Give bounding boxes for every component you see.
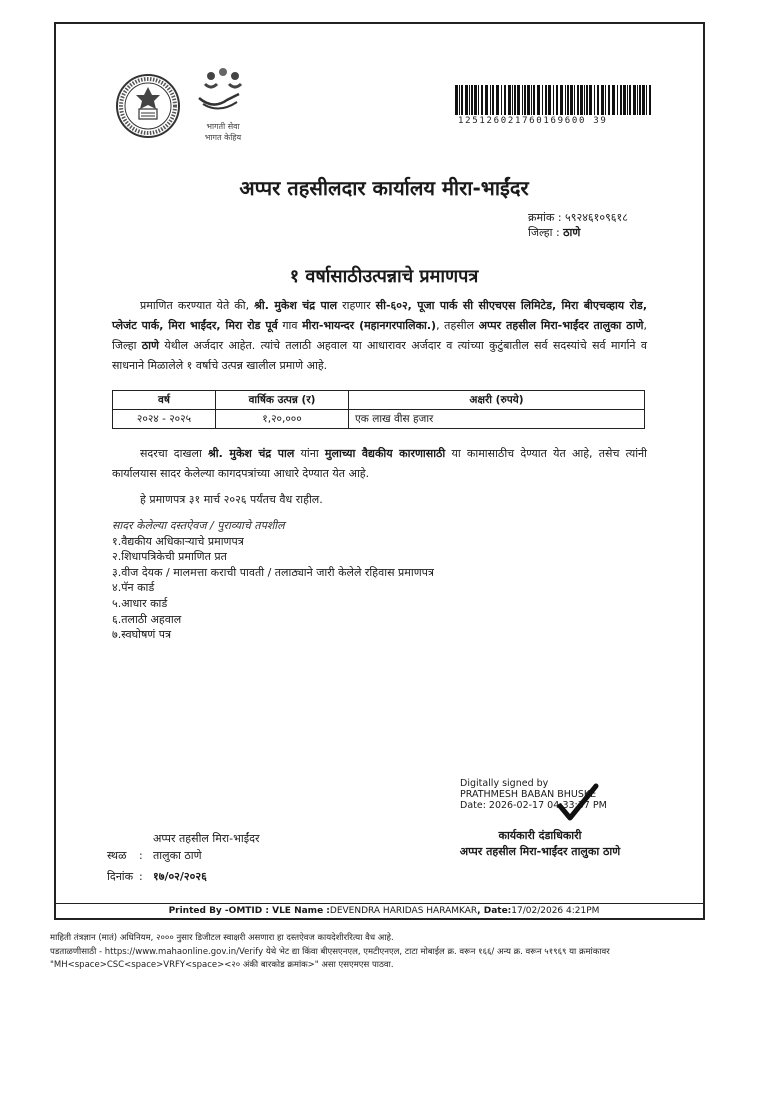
validity-text: हे प्रमाणपत्र ३१ मार्च २०२६ पर्यंतच वैध राहील.	[140, 493, 323, 506]
certificate-paragraph-2: सदरचा दाखला श्री. मुकेश चंद्र पाल यांना मुलाच्या वैद्यकीय कारणासाठी या कामासाठीच देण्यात येत आहे, तसेच त्यांनी कार्यालयास सादर केलेल्या कागदपत्रांच्या आधारे देण्यात येत आहे.	[112, 447, 648, 480]
table-header-income: वार्षिक उत्पन्न (र)	[216, 391, 349, 410]
maharashtra-seal-logo	[115, 73, 181, 139]
list-item: २.शिधापत्रिकेची प्रमाणित प्रत	[112, 550, 227, 564]
signature-check-icon	[556, 780, 600, 826]
barcode-number: 125126021760169600 39	[458, 116, 608, 126]
table-cell-income: १,२०,०००	[216, 410, 349, 429]
printed-divider	[54, 903, 705, 904]
list-item: १.वैद्यकीय अधिकाऱ्याचे प्रमाणपत्र	[112, 534, 244, 548]
sthal-label: स्थळ	[107, 849, 127, 862]
list-item: ६.तलाठी अहवाल	[112, 612, 182, 626]
list-item: ३.वीज देयक / मालमत्ता कराची पावती / तलाठ्याने जारी केलेले रहिवास प्रमाणपत्र	[112, 565, 434, 579]
list-item: ५.आधार कार्ड	[112, 596, 168, 610]
kramank-label: क्रमांक :	[528, 211, 562, 224]
signature-line-1: Digitally signed by	[460, 778, 549, 789]
documents-list	[112, 518, 434, 643]
certificate-paragraph-1: प्रमाणित करण्यात येते की, श्री. मुकेश चंद्र पाल राहणार सी-६०२, पूजा पार्क सी सीएचएस लिमिटेड, मिरा बीएचव्हाय रोड, प्लेजंट पार्क, मिरा भाईंदर, मिरा रोड पूर्व गाव मीरा-भायन्दर (महानगरपालिका.), तहसील अप्पर तहसील मिरा-भाईंदर तालुका ठाणे, जिल्हा ठाणे येथील अर्जदार आहेत. त्यांचे तलाठी अहवाल या आधारावर अर्जदार व त्यांच्या कुटुंबातील सर्व सदस्यांचे सर्व मार्गाने व साधनाने मिळालेले १ वर्षाचे उत्पन्न खालील प्रमाणे आहे.	[112, 299, 647, 372]
place-date-block: अप्पर तहसील मिरा-भाईंदर स्थळ : तालुका ठाणे दिनांक : १७/०२/२०२६	[107, 832, 260, 883]
office-name: अप्पर तहसीलदार कार्यालय मीरा-भाईंदर	[239, 176, 529, 200]
dinank-label: दिनांक	[107, 870, 134, 883]
logo-caption-2: भागत केहिय	[204, 133, 242, 142]
list-item: ४.पॅन कार्ड	[112, 581, 155, 595]
table-header-words: अक्षरी (रुपये)	[349, 391, 645, 410]
logo-caption-1: भागती सेवा	[206, 122, 240, 131]
footer-line-3: "MH<space>CSC<space>VRFY<space><२० अंकी बारकोड क्रमांक>" असा एसएमएस पाठवा.	[50, 960, 394, 970]
table-header-year: वर्ष	[113, 391, 216, 410]
sthal-value-2: तालुका ठाणे	[153, 849, 202, 862]
signature-line-3: Date: 2026-02-17 04:33:37 PM	[460, 800, 607, 811]
signature-line-2: PRATHMESH BABAN BHUSKE	[460, 789, 597, 800]
table-cell-year: २०२४ - २०२५	[113, 410, 216, 429]
verification-footer	[50, 932, 730, 973]
dinank-value: १७/०२/२०२६	[153, 870, 207, 883]
barcode-image	[455, 85, 653, 115]
income-table-header	[113, 391, 645, 410]
designation-block	[440, 828, 640, 860]
kramank-value: ५९२४६१०९६१८	[565, 211, 628, 224]
certificate-title: १ वर्षासाठीउत्पन्नाचे प्रमाणपत्र	[289, 266, 479, 287]
designation-line-1: कार्यकारी दंडाधिकारी	[498, 829, 582, 842]
table-cell-words: एक लाख वीस हजार	[349, 410, 645, 429]
sthal-value-1: अप्पर तहसील मिरा-भाईंदर	[153, 832, 260, 845]
jilha-label: जिल्हा :	[528, 226, 560, 239]
list-item: ७.स्वघोषणं पत्र	[112, 628, 172, 642]
footer-line-1: माहिती तंत्रज्ञान (मातं) अधिनियम, २००० नुसार डिजीटल स्वाक्षरी असणारा हा दस्तऐवज कायदेशीररित्या वैध आहे.	[50, 933, 394, 943]
designation-line-2: अप्पर तहसील मिरा-भाईंदर तालुका ठाणे	[459, 845, 621, 858]
reference-block	[528, 210, 628, 240]
jilha-value: ठाणे	[563, 226, 581, 239]
table-row	[113, 410, 645, 429]
documents-heading: सादर केलेल्या दस्तऐवज / पुराव्याचे तपशील	[112, 519, 285, 532]
aaple-sarkar-logo	[193, 66, 253, 146]
footer-line-2: पडताळणीसाठी - https://www.mahaonline.gov.in/Verify येथे भेट द्या किंवा बीएसएनएल, एमटीएनएल, टाटा मोबाईल क्र. वरून १६६/ अन्य क्र. वरून ५१९६९ या क्रमांकावर	[50, 946, 610, 957]
income-table	[112, 390, 645, 429]
printed-by-line: Printed By -OMTID : VLE Name :DEVENDRA HARIDAS HARAMKAR, Date:17/02/2026 4:21PM	[168, 906, 600, 916]
